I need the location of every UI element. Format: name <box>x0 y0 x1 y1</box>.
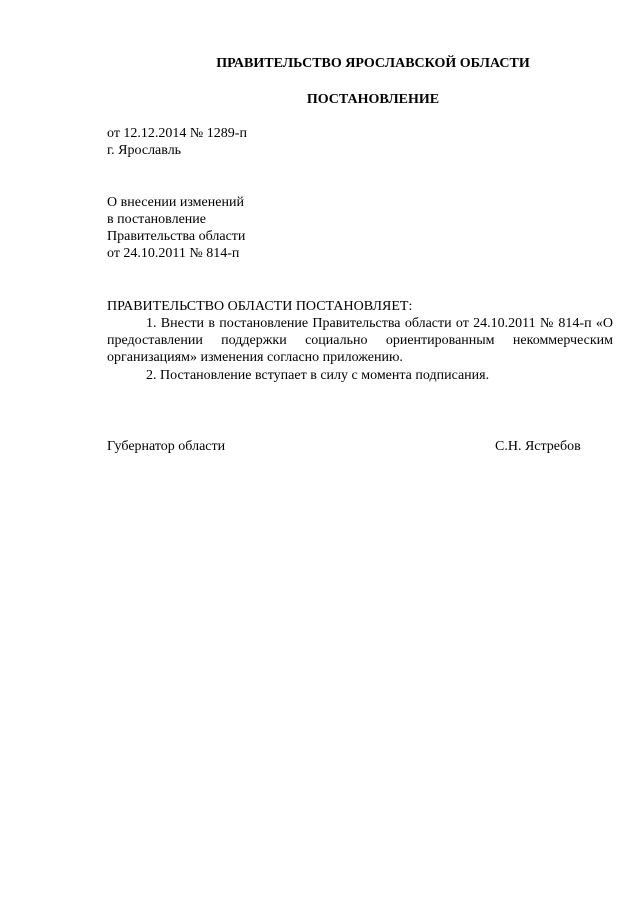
paragraph-item-2: 2. Постановление вступает в силу с момента подписания. <box>146 368 490 383</box>
date-number: от 12.12.2014 № 1289-п <box>107 126 247 141</box>
paragraph-item-1: 1. Внести в постановление Правительства области от 24.10.2011 № 814-п «О предоставлении поддержки социально ориентированным некоммерческим организациям» изменения согласно приложению. <box>107 316 613 365</box>
signatory-name: С.Н. Ястребов <box>495 439 581 454</box>
decree-statement: ПРАВИТЕЛЬСТВО ОБЛАСТИ ПОСТАНОВЛЯЕТ: <box>107 299 413 314</box>
subject-line: в постановление <box>107 212 206 227</box>
government-heading: ПРАВИТЕЛЬСТВО ЯРОСЛАВСКОЙ ОБЛАСТИ <box>216 56 530 71</box>
subject-line: от 24.10.2011 № 814-п <box>107 246 240 261</box>
document-type-heading: ПОСТАНОВЛЕНИЕ <box>306 92 440 107</box>
subject-line: Правительства области <box>107 229 246 244</box>
subject-line: О внесении изменений <box>107 195 244 210</box>
place: г. Ярославль <box>107 143 182 158</box>
signatory-role: Губернатор области <box>107 439 226 454</box>
